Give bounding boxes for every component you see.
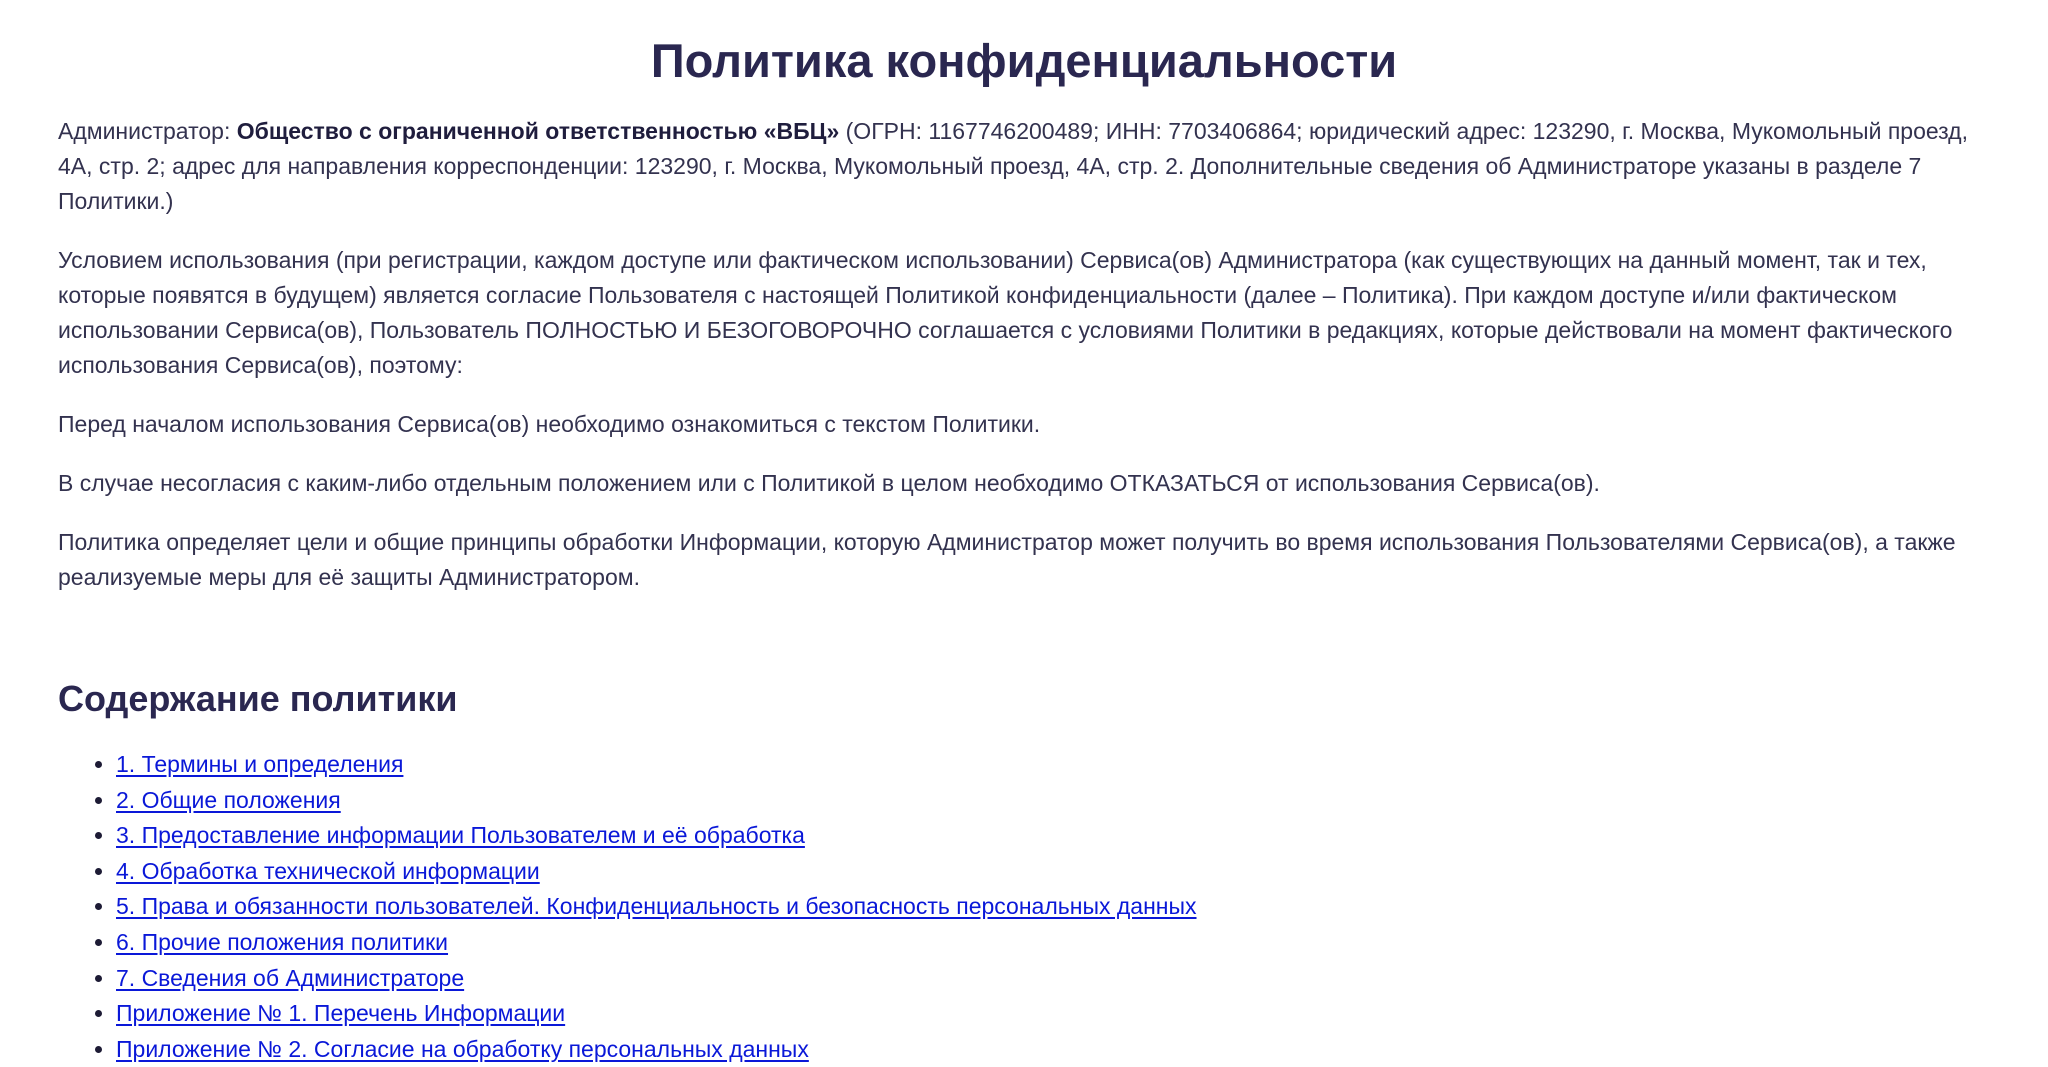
contents-list-item — [116, 818, 1990, 854]
toc-link-user-rights[interactable]: 5. Права и обязанности пользователей. Конфиденциальность и безопасность персональных данных — [116, 893, 1197, 920]
contents-list-item — [116, 783, 1990, 819]
admin-details: (ОГРН: 1167746200489; ИНН: 7703406864; юридический адрес: 123290, г. Москва, Мукомольный проезд, 4А, стр. 2; адрес для направления корреспонденции: 123290, г. Москва, Мукомольный проезд, 4А, стр. 2. Дополнительные сведения об Администраторе указаны в разделе 7 Политики.) — [58, 118, 1968, 214]
contents-list-item — [116, 889, 1990, 925]
toc-link-technical-information[interactable]: 4. Обработка технической информации — [116, 857, 540, 884]
toc-link-general[interactable]: 2. Общие положения — [116, 786, 341, 813]
toc-link-terms[interactable]: 1. Термины и определения — [116, 751, 404, 777]
contents-list-item — [116, 747, 1990, 783]
contents-list-item — [116, 961, 1990, 997]
toc-link-administrator-info[interactable]: 7. Сведения об Администраторе — [116, 964, 465, 991]
read-before-use-paragraph: Перед началом использования Сервиса(ов) необходимо ознакомиться с текстом Политики. — [58, 411, 1041, 437]
admin-name: Общество с ограниченной ответственностью «ВБЦ» — [236, 118, 840, 144]
contents-list-item — [116, 1032, 1990, 1067]
toc-link-appendix-1[interactable]: Приложение № 1. Перечень Информации — [116, 1000, 566, 1027]
administrator-paragraph — [58, 114, 1988, 219]
refuse-if-disagree-paragraph: В случае несогласия с каким-либо отдельным положением или с Политикой в целом необходимо ОТКАЗАТЬСЯ от использования Сервиса(ов). — [58, 470, 1600, 496]
contents-title: Содержание политики — [58, 678, 458, 719]
toc-link-user-information[interactable]: 3. Предоставление информации Пользователем и её обработка — [116, 822, 805, 849]
contents-list — [58, 747, 1990, 1067]
toc-link-appendix-2[interactable]: Приложение № 2. Согласие на обработку персональных данных — [116, 1035, 809, 1062]
contents-list-item — [116, 925, 1990, 961]
policy-purpose-paragraph: Политика определяет цели и общие принципы обработки Информации, которую Администратор может получить во время использования Пользователями Сервиса(ов), а также реализуемые меры для её защиты Администратором. — [58, 529, 1956, 590]
toc-link-other-provisions[interactable]: 6. Прочие положения политики — [116, 928, 449, 955]
contents-list-item — [116, 996, 1990, 1032]
page-title: Политика конфиденциальности — [650, 34, 1398, 87]
contents-list-item — [116, 854, 1990, 890]
terms-of-use-paragraph: Условием использования (при регистрации, каждом доступе или фактическом использовании) Сервиса(ов) Администратора (как существующих на данный момент, так и тех, которые появятся в будущем) является согласие Пользователя с настоящей Политикой конфиденциальности (далее – Политика). При каждом доступе и/или фактическом использовании Сервиса(ов), Пользователь ПОЛНОСТЬЮ И БЕЗОГОВОРОЧНО соглашается с условиями Политики в редакциях, которые действовали на момент фактического использования Сервиса(ов), поэтому: — [58, 247, 1953, 378]
admin-label: Администратор: — [58, 118, 237, 144]
